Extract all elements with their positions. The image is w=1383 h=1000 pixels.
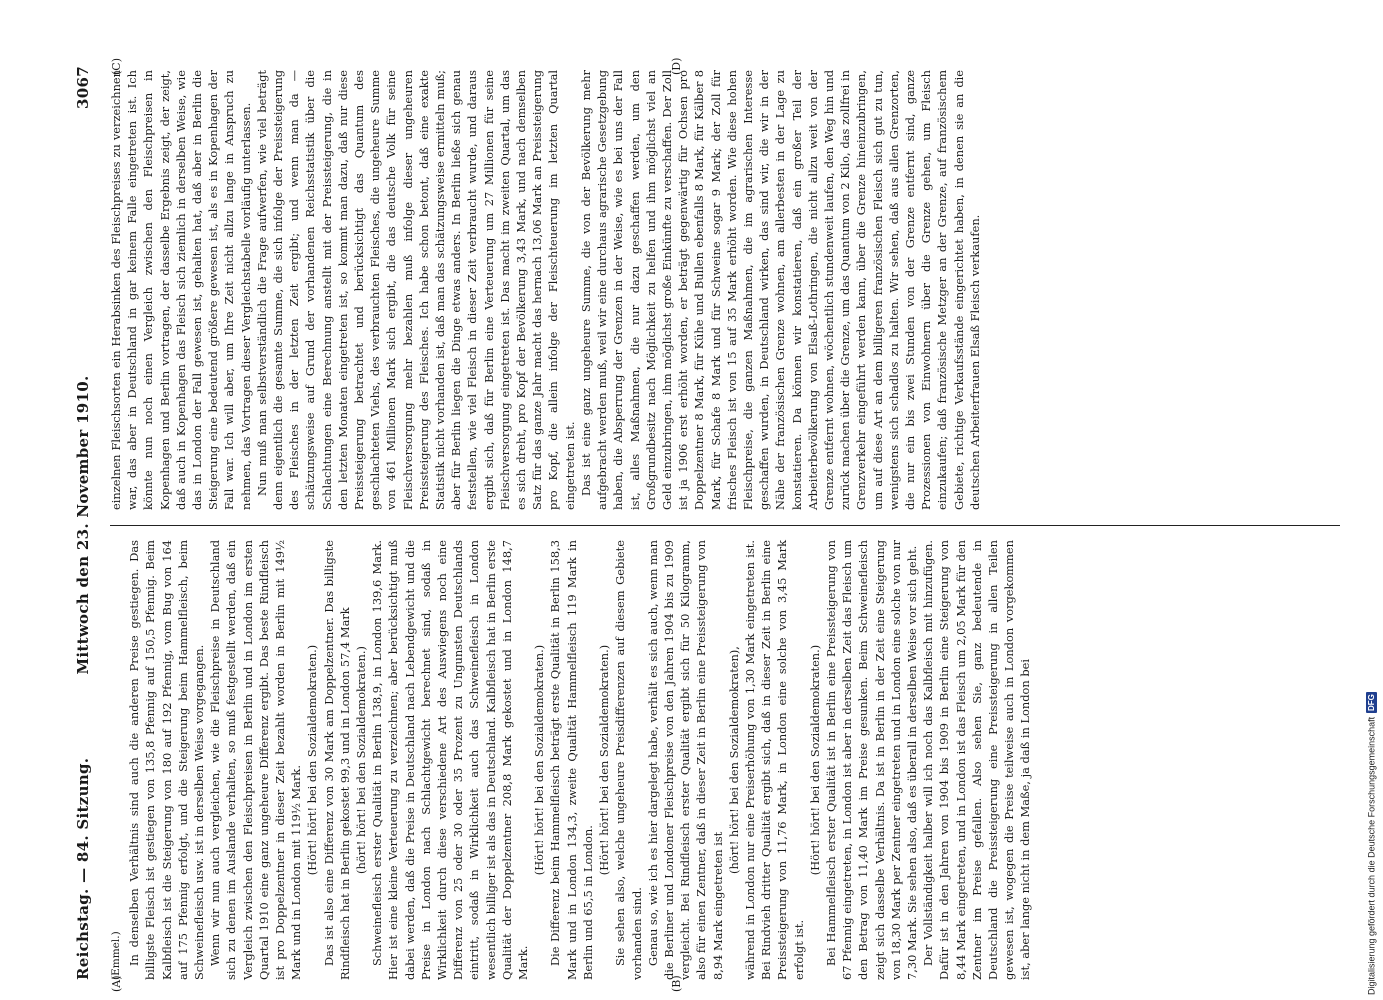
interjection: (Hört! hört! bei den Sozialdemokraten.) (597, 644, 612, 876)
column-divider (110, 525, 1340, 526)
interjection: (Hört! hört! bei den Sozialdemokraten.) (305, 644, 320, 876)
paragraph: Wenn wir nun auch vergleichen, wie die Fleischpreise in Deutschland sich zu denen im Auslande verhalten, so muß festgestellt werden, daß ein Vergleich zwischen den Fleischpreisen in Berlin und in London im ersten Quartal 1910 eine ganz ungeheure Differenz ergibt. Das beste Rindfleisch ist pro Doppelzentner in dieser Zeit bezahlt worden in Berlin mit 149½ Mark und in London mit 119½ Mark. (208, 540, 304, 980)
margin-marker-d: (D) (670, 57, 683, 75)
paragraph: Bei Hammelfleisch erster Qualität ist in Berlin eine Preissteigerung von 67 Pfennig eingetreten, in London ist aber in derselben Zeit das Fleisch um den Betrag von 11,40 Mark im Preise gesunken. Beim Schweinefleisch zeigt sich dasselbe Verhältnis. Da ist in Berlin in der Zeit eine Steigerung von 18,30 Mark per Zentner eingetreten und in London eine solche von nur 7,30 Mark. Sie sehen also, daß es überall in derselben Weise vor sich geht. (823, 540, 919, 980)
paragraph: Sie sehen also, welche ungeheure Preisdifferenzen auf diesem Gebiete vorhanden sind. (613, 540, 644, 980)
paragraph: Nun muß man selbstverständlich die Frage aufwerfen, wie viel beträgt denn eigentlich die gesamte Summe, die sich infolge der Preissteigerung des Fleisches in der letzten Zeit ergibt; und wenn man da — schätzungsweise auf Grund der vorhandenen Reichsstatistik über die Schlachtungen eine Berechnung anstellt mit der Preissteigerung, die in den letzten Monaten eingetreten ist, so kommt man dazu, daß nur diese Preissteigerung betrachtet und berücksichtigt das Quantum des geschlachteten Viehs, des verbrauchten Fleisches, die ungeheure Summe von 461 Millionen Mark sich ergibt, die das deutsche Volk für seine Fleischversorgung mehr bezahlen muß infolge dieser ungeheuren Preissteigerung des Fleisches. Ich habe schon betont, daß eine exakte Statistik nicht vorhanden ist, daß man das schätzungsweise ermitteln muß; aber für Berlin liegen die Dinge etwas anders. In Berlin ließe sich genau feststellen, wie viel Fleisch in dieser Zeit verbraucht wurde, und daraus ergibt sich, daß für Berlin eine Verteuerung um 27 Millionen für seine Fleischversorgung eingetreten ist. Das macht im zweiten Quartal, um das es sich dreht, pro Kopf der Bevölkerung 3,43 Mark, und nach demselben Satz für das ganze Jahr macht das hernach 13,06 Mark an Preissteigerung pro Kopf, die allein infolge der Fleischteuerung im letzten Quartal eingetreten ist. (254, 70, 577, 510)
digitization-credit (1366, 5, 1377, 995)
interjection: (hört! hört! bei den Sozialdemokraten), (726, 646, 741, 874)
paragraph: Genau so, wie ich es hier dargelegt habe, verhält es sich auch, wenn man die Berliner und Londoner Fleischpreise von den Jahren 1904 bis zu 1909 vergleicht. Bei Rindfleisch erster Qualität ergibt sich für 50 Kilogramm, also für einen Zentner, daß in dieser Zeit in Berlin eine Preissteigerung von 8,94 Mark eingetreten ist (645, 540, 725, 980)
interjection: (hört! hört! bei den Sozialdemokraten.) (354, 646, 369, 874)
paragraph: während in London nur eine Preiserhöhung von 1,30 Mark eingetreten ist. Bei Rindvieh dritter Qualität ergibt sich, daß in dieser Zeit in Berlin eine Preissteigerung von 11,76 Mark, in London eine solche von 3,45 Mark erfolgt ist. (742, 540, 806, 980)
paragraph: einzelnen Fleischsorten ein Herabsinken des Fleischpreises zu verzeichnen war, das aber in Deutschland in gar keinem Falle eingetreten ist. Ich könnte nun noch einen Vergleich zwischen den Fleischpreisen in Kopenhagen und Berlin vortragen, der dasselbe Ergebnis zeigt, der zeigt, daß auch in Kopenhagen das Fleisch sich ziemlich in derselben Weise, wie das in London der Fall gewesen ist, gehalten hat, daß aber in Berlin die Steigerung eine bedeutend größere gewesen ist, als es in Kopenhagen der Fall war. Ich will aber, um Ihre Zeit nicht allzu lange in Anspruch zu nehmen, das Vortragen dieser Vergleichstabelle vorläufig unterlassen. (109, 70, 253, 510)
credit-text: Digitalisierung gefördert durch die Deutsche Forschungsgemeinschaft (1366, 716, 1377, 995)
text-column-right (108, 70, 1348, 510)
margin-marker-b: (B) (670, 975, 683, 992)
paragraph: Schweinefleisch erster Qualität in Berlin 138,9, in London 139,6 Mark. Hier ist eine kleine Verteuerung zu verzeichnen; aber berücksichtigt muß dabei werden, daß die Preise in Deutschland nach Lebendgewicht und die Preise in London nach Schlachtgewicht berechnet sind, sodaß in Wirklichkeit durch diese verschiedene Art des Auswiegens noch eine Differenz von 25 oder 30 oder 35 Prozent zu Ungunsten Deutschlands eintritt, sodaß in Wirklichkeit auch das Schweinefleisch in London wesentlich billiger ist als das in Deutschland. Kalbfleisch hat in Berlin erste Qualität der Doppelzentner 208,8 Mark gekostet und in London 148,7 Mark. (370, 540, 531, 980)
page-number: 3067 (74, 66, 92, 109)
interjection: (Hört! hört! bei den Sozialdemokraten.) (532, 644, 547, 876)
paragraph: In denselben Verhältnis sind auch die anderen Preise gestiegen. Das billigste Fleisch ist gestiegen von 135,8 Pfennig auf 150,5 Pfennig. Beim Kalbfleisch ist die Steigerung von 180 auf 192 Pfennig, vom Bug von 164 auf 175 Pfennig erfolgt, und die Steigerung beim Hammelfleisch, beim Schweinefleisch usw. ist in derselben Weise vorgegangen. (127, 540, 207, 980)
page-header (70, 60, 100, 990)
header-left: Reichstag. — 84. Sitzung. (74, 757, 92, 980)
paragraph: Der Vollständigkeit halber will ich noch das Kalbfleisch mit hinzufügen. Dafür ist in den Jahren von 1904 bis 1909 in Berlin eine Steigerung von 8,44 Mark eingetreten, und in London ist das Fleisch um 2,05 Mark für den Zentner im Preise gefallen. Also sehen Sie, ganz bedeutende in Deutschland die Preissteigerung eine Preissteigerung in allen Teilen gewesen ist, wogegen die Preise teilweise auch in London vorgekommen ist, aber lange nicht in dem Maße, ja daß in London bei (921, 540, 1033, 980)
margin-marker-a: (A) (110, 975, 123, 992)
speaker-name: (Emmel.) (110, 931, 122, 980)
paragraph: Die Differenz beim Hammelfleisch beträgt erste Qualität in Berlin 158,3 Mark und in London 134,3, zweite Qualität Hammelfleisch 119 Mark in Berlin und 65,5 in London. (548, 540, 595, 980)
dfg-logo: DFG (1367, 693, 1376, 711)
interjection: (Hört! hört! bei den Sozialdemokraten.) (807, 644, 822, 876)
header-date: Mittwoch den 23. November 1910. (74, 375, 92, 675)
rotated-document-page (70, 57, 1360, 992)
margin-marker-c: (C) (110, 58, 123, 75)
paragraph: Das ist also eine Differenz von 30 Mark am Doppelzentner. Das billigste Rindfleisch hat in Berlin gekostet 99,3 und in London 57,4 Mark (321, 540, 352, 980)
paragraph: Das ist eine ganz ungeheure Summe, die von der Bevölkerung mehr aufgebracht werden muß, weil wir eine durchaus agrarische Gesetzgebung haben, die Absperrung der Grenzen in der Weise, wie es bei uns der Fall ist, alles Maßnahmen, die nur dazu geschaffen werden, um den Großgrundbesitz nach Möglichkeit zu helfen und ihm möglichst viel an Geld einzubringen, ihm möglichst große Einkünfte zu verschaffen. Der Zoll ist ja 1906 erst erhöht worden, er beträgt gegenwärtig für Ochsen pro Doppelzentner 8 Mark, für Kühe und Bullen ebenfalls 8 Mark, für Kälber 8 Mark, für Schafe 8 Mark und für Schweine sogar 9 Mark; der Zoll für frisches Fleisch ist von 15 auf 35 Mark erhöht worden. Wie diese hohen Fleischpreise, die ganzen Maßnahmen, die im agrarischen Interesse geschaffen wurden, in Deutschland wirken, das sind wir, die wir in der Nähe der französischen Grenze wohnen, am allerbesten in der Lage zu konstatieren. Da können wir konstatieren, daß ein großer Teil der Arbeiterbevölkerung von Elsaß-Lothringen, die nicht allzu weit von der Grenze entfernt wohnen, wöchentlich stundenweit laufen, den Weg hin und zurück machen über die Grenze, um das Quantum von 2 Kilo, das zollfrei in Grenzverkehr eingeführt werden kann, über die Grenze hineinzubringen, um auf diese Art an dem billigeren französischen Fleisch sich gut zu tun, wenigstens sich schadlos zu halten. Wir sehen, daß aus allen Grenzorten, die nur ein bis zwei Stunden von der Grenze entfernt sind, ganze Prozessionen von Einwohnern über die Grenze gehen, um Fleisch einzukaufen; daß französische Metzger an der Grenze, auf französischem Gebiete, richtige Verkaufsstände eingerichtet haben, in denen sie an die deutschen Arbeiterfrauen Elsaß Fleisch verkaufen. (578, 70, 982, 510)
text-column-left (108, 540, 1348, 980)
